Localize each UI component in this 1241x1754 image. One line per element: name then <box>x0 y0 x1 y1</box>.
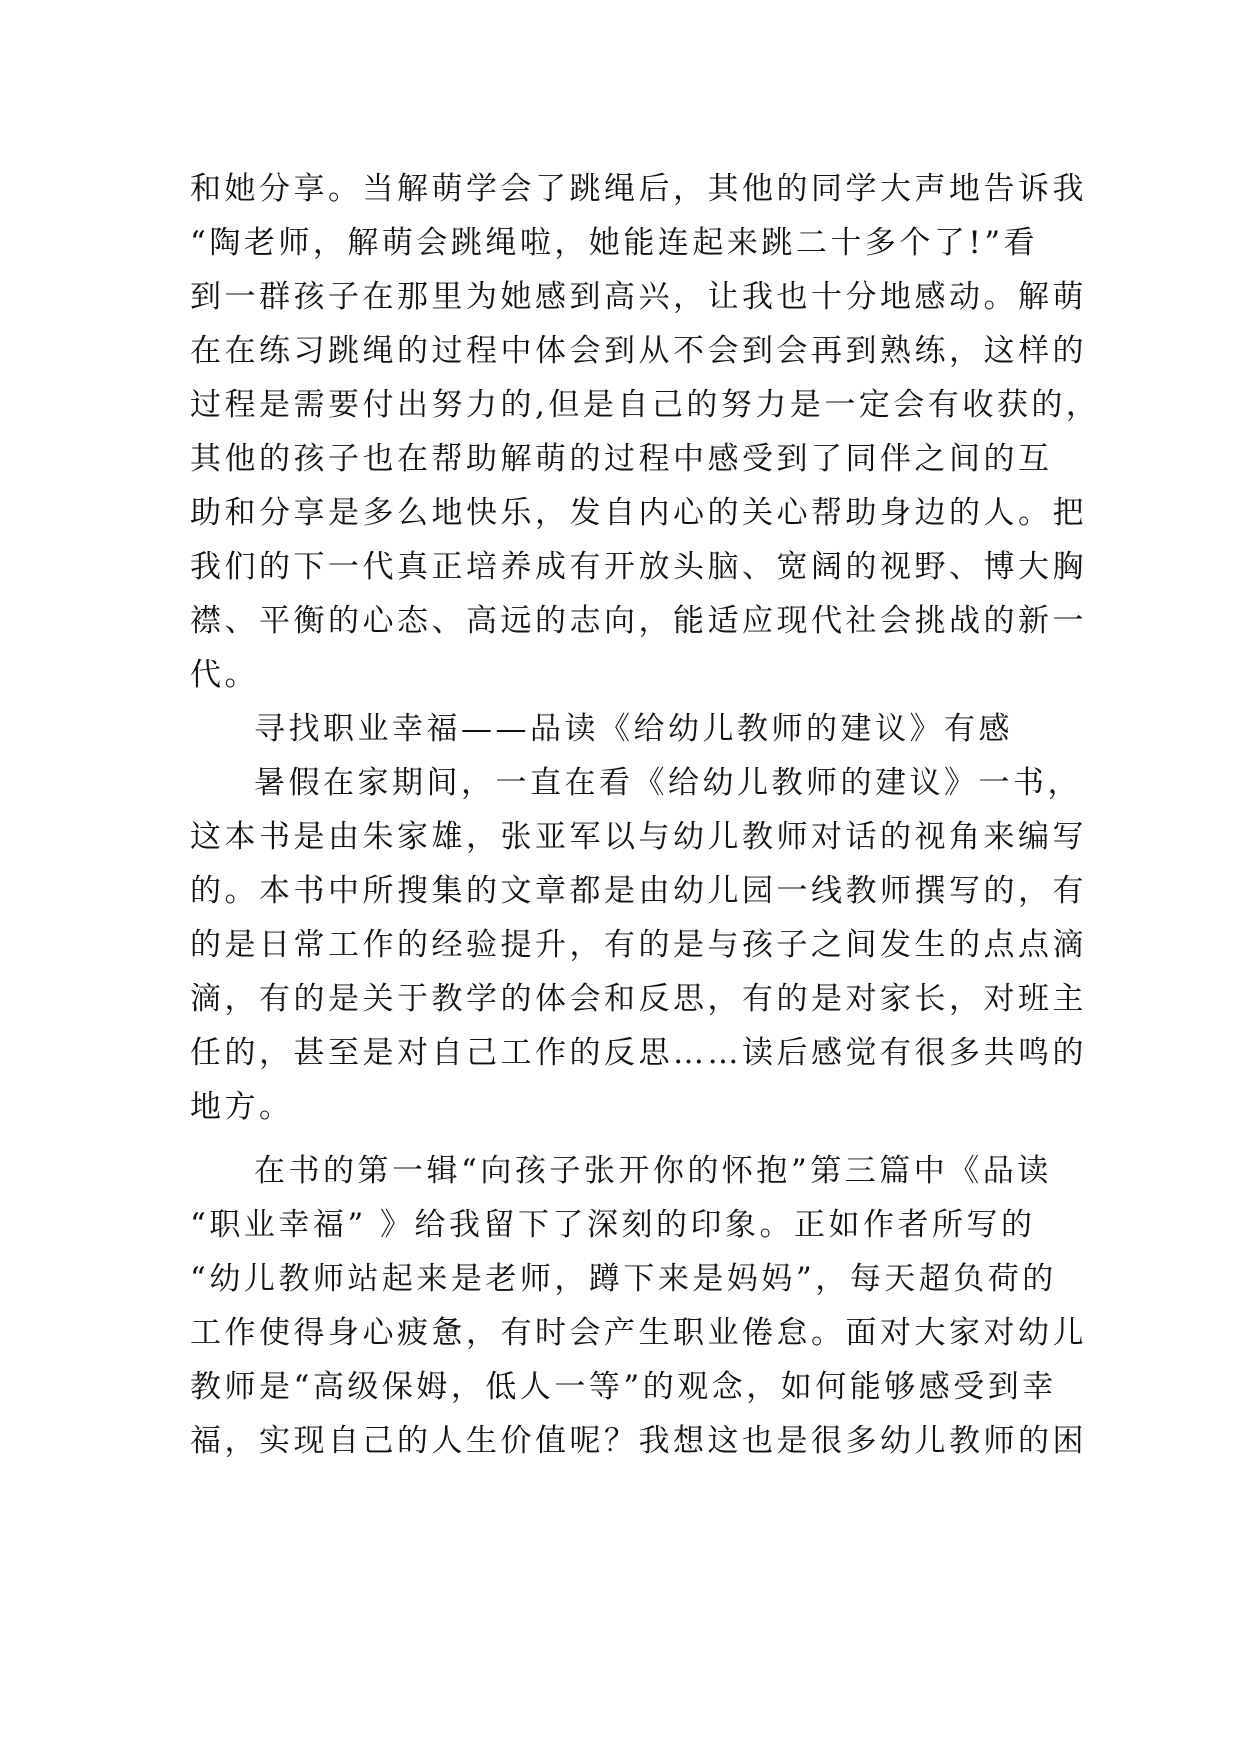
text-line: 这本书是由朱家雄，张亚军以与幼儿教师对话的视角来编写 <box>190 819 1087 855</box>
text-line: 襟、平衡的心态、高远的志向，能适应现代社会挑战的新一 <box>190 603 1087 639</box>
text-line: “职业幸福” 》给我留下了深刻的印象。正如作者所写的 <box>190 1207 1036 1243</box>
text-line: 任的，甚至是对自己工作的反思……读后感觉有很多共鸣的 <box>190 1035 1087 1071</box>
text-line: 到一群孩子在那里为她感到高兴，让我也十分地感动。解萌 <box>190 279 1087 315</box>
text-line: 福，实现自己的人生价值呢？我想这也是很多幼儿教师的困 <box>190 1423 1087 1459</box>
text-line: 和她分享。当解萌学会了跳绳后，其他的同学大声地告诉我 <box>190 171 1087 207</box>
text-line: 地方。 <box>190 1089 294 1125</box>
text-line: 我们的下一代真正培养成有开放头脑、宽阔的视野、博大胸 <box>190 549 1087 585</box>
text-line: “陶老师，解萌会跳绳啦，她能连起来跳二十多个了!”看 <box>190 225 1039 261</box>
text-line: 助和分享是多么地快乐，发自内心的关心帮助身边的人。把 <box>190 495 1087 531</box>
text-line: 在在练习跳绳的过程中体会到从不会到会再到熟练，这样的 <box>190 333 1087 369</box>
section-title: 寻找职业幸福——品读《给幼儿教师的建议》有感 <box>254 711 1013 747</box>
body-text <box>190 162 1101 1468</box>
text-line: 滴，有的是关于教学的体会和反思，有的是对家长，对班主 <box>190 981 1087 1017</box>
text-line: 的是日常工作的经验提升，有的是与孩子之间发生的点点滴 <box>190 927 1087 963</box>
text-line: 工作使得身心疲惫，有时会产生职业倦怠。面对大家对幼儿 <box>190 1315 1087 1351</box>
text-line: 代。 <box>190 657 259 693</box>
text-line: 过程是需要付出努力的,但是自己的努力是一定会有收获的， <box>190 387 1101 423</box>
text-line: “幼儿教师站起来是老师，蹲下来是妈妈”，每天超负荷的 <box>190 1261 1057 1297</box>
text-line: 暑假在家期间，一直在看《给幼儿教师的建议》一书， <box>254 765 1082 801</box>
text-line: 其他的孩子也在帮助解萌的过程中感受到了同伴之间的互 <box>190 441 1053 477</box>
text-line: 在书的第一辑“向孩子张开你的怀抱”第三篇中《品读 <box>254 1153 1052 1189</box>
text-line: 教师是“高级保姆，低人一等”的观念，如何能够感受到幸 <box>190 1369 1057 1405</box>
text-line: 的。本书中所搜集的文章都是由幼儿园一线教师撰写的，有 <box>190 873 1087 909</box>
